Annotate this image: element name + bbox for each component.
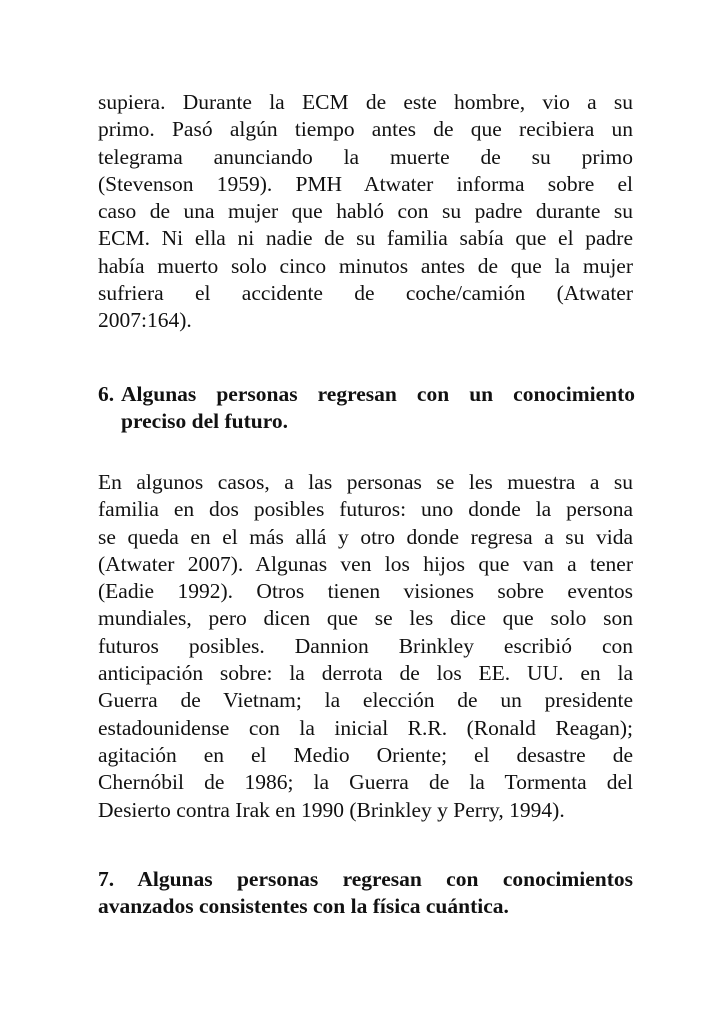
text-line: familia en dos posibles futuros: uno donde la persona bbox=[98, 497, 633, 522]
text-line: sufriera el accidente de coche/camión (Atwater bbox=[98, 281, 633, 306]
text-line: telegrama anunciando la muerte de su primo bbox=[98, 144, 633, 169]
section-heading-6 bbox=[98, 381, 635, 436]
heading-line: Algunas personas regresan con un conocimiento bbox=[121, 382, 635, 406]
text-line: primo. Pasó algún tiempo antes de que recibiera un bbox=[98, 117, 633, 142]
text-line: caso de una mujer que habló con su padre durante su bbox=[98, 199, 633, 224]
text-line: agitación en el Medio Oriente; el desastre de bbox=[98, 742, 633, 767]
text-line: había muerto solo cinco minutos antes de que la mujer bbox=[98, 253, 633, 278]
text-line: anticipación sobre: la derrota de los EE. UU. en la bbox=[98, 661, 633, 686]
text-line: En algunos casos, a las personas se les muestra a su bbox=[98, 470, 633, 494]
text-line: estadounidense con la inicial R.R. (Ronald Reagan); bbox=[98, 715, 633, 740]
text-line: supiera. Durante la ECM de este hombre, vio a su bbox=[98, 90, 633, 114]
text-line: (Atwater 2007). Algunas ven los hijos que van a tener bbox=[98, 551, 633, 576]
text-line: (Stevenson 1959). PMH Atwater informa sobre el bbox=[98, 171, 633, 196]
text-line: mundiales, pero dicen que se les dice que solo son bbox=[98, 606, 633, 631]
paragraph-1 bbox=[98, 89, 633, 335]
heading-line: preciso del futuro. bbox=[121, 409, 289, 434]
heading-line: avanzados consistentes con la física cuántica. bbox=[98, 894, 509, 919]
heading-number: 6. bbox=[98, 382, 115, 406]
paragraph-2 bbox=[98, 469, 633, 824]
text-line: Chernóbil de 1986; la Guerra de la Tormenta del bbox=[98, 770, 633, 795]
text-line: ECM. Ni ella ni nadie de su familia sabía que el padre bbox=[98, 226, 633, 251]
text-line: futuros posibles. Dannion Brinkley escribió con bbox=[98, 633, 633, 658]
text-line: Desierto contra Irak en 1990 (Brinkley y Perry, 1994). bbox=[98, 797, 565, 822]
heading-first-row bbox=[98, 381, 635, 408]
section-heading-7 bbox=[98, 866, 633, 921]
text-line: 2007:164). bbox=[98, 308, 192, 333]
text-line: (Eadie 1992). Otros tienen visiones sobre eventos bbox=[98, 579, 633, 604]
text-line: se queda en el más allá y otro donde regresa a su vida bbox=[98, 524, 633, 549]
text-line: Guerra de Vietnam; la elección de un presidente bbox=[98, 688, 633, 713]
heading-line: 7. Algunas personas regresan con conocimientos bbox=[98, 867, 633, 891]
